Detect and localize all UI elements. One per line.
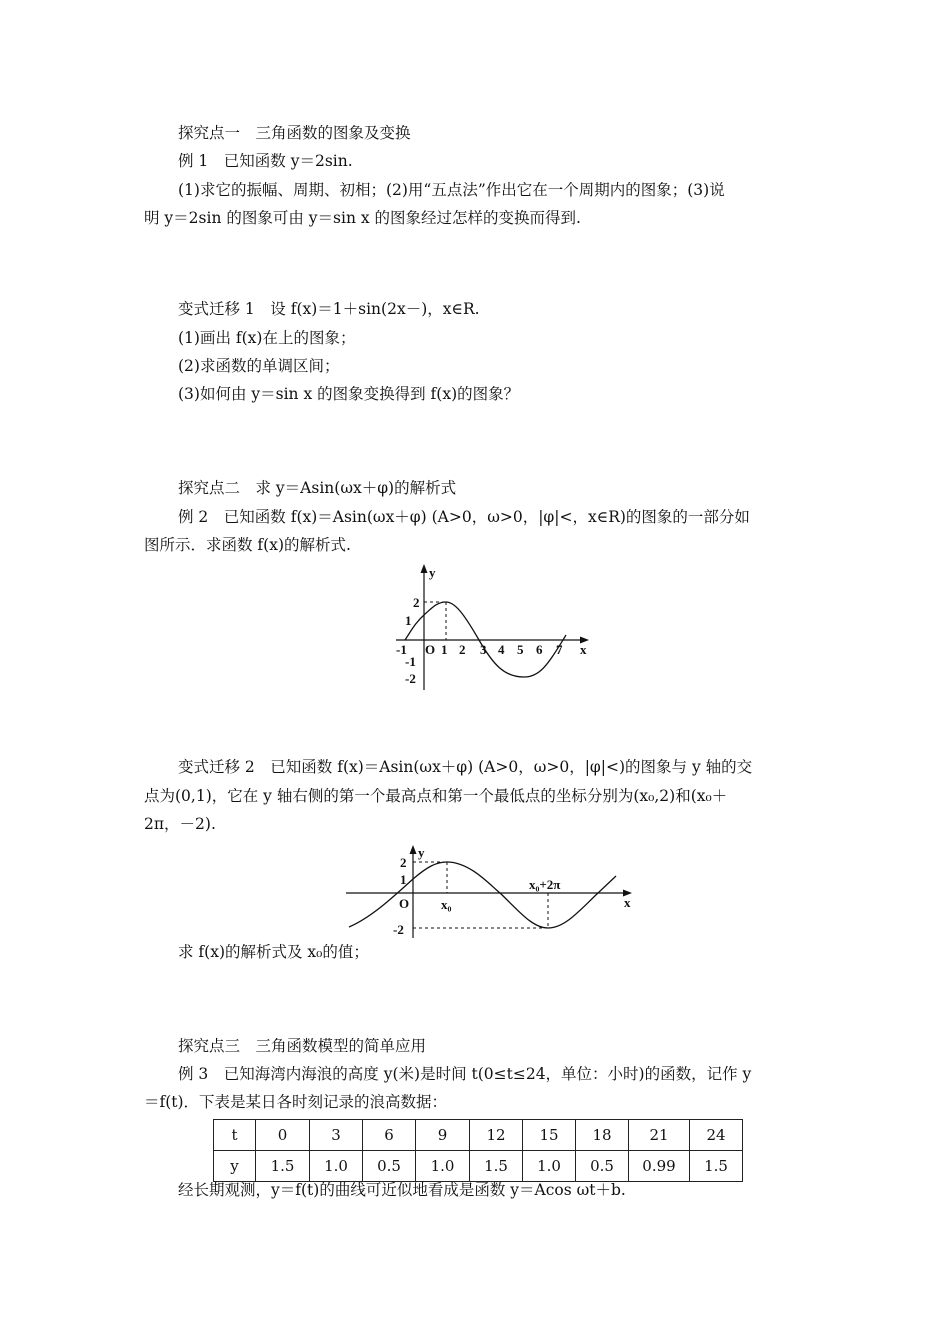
figure-1-x-tick: 7 [556,642,563,657]
figure-2-x0-plus-2pi-label: x₀+2π [529,877,561,892]
table-cell: 1.0 [523,1151,576,1182]
figure-1-y-tick: -2 [405,671,416,686]
variant-2-question: 求 f(x)的解析式及 x₀的值； [178,943,369,961]
table-cell: 1.0 [310,1151,363,1182]
example-1-question-line-1: (1)求它的振幅、周期、初相；(2)用“五点法”作出它在一个周期内的图象；(3)说 [178,181,725,199]
example-2-line-1: 例 2 已知函数 f(x)＝Asin(ωx＋φ) (A>0，ω>0，|φ|<，x∈R)的图象的一部分如 [178,508,750,526]
figure-1-y-tick: 1 [405,613,412,628]
table-cell: 3 [310,1120,363,1151]
example-3-line-2: ＝f(t)．下表是某日各时刻记录的浪高数据： [144,1093,448,1111]
figure-2-x-axis-label: x [624,895,631,910]
table-cell: 1.5 [690,1151,743,1182]
figure-1-x-tick: 1 [441,642,448,657]
table-cell: 18 [576,1120,629,1151]
figure-2-y-tick: 1 [400,872,407,887]
example-3-line-1: 例 3 已知海湾内海浪的高度 y(米)是时间 t(0≤t≤24，单位：小时)的函数，记作 y [178,1065,752,1083]
figure-2-y-axis-label: y [418,845,425,860]
table-cell: 0.5 [576,1151,629,1182]
section-heading-3: 探究点三 三角函数模型的简单应用 [178,1037,427,1055]
table-cell: 24 [690,1120,743,1151]
variant-1-question-3: (3)如何由 y＝sin x 的图象变换得到 f(x)的图象？ [178,385,520,403]
table-cell: 0.99 [629,1151,690,1182]
figure-1-y-tick: -1 [405,654,416,669]
table-cell: 15 [523,1120,576,1151]
example-2-line-2: 图所示．求函数 f(x)的解析式. [144,536,351,554]
table-cell: 21 [629,1120,690,1151]
table-cell: 6 [363,1120,416,1151]
section-heading-1: 探究点一 三角函数的图象及变换 [178,124,411,142]
table-row [214,1120,743,1151]
example-3-conclusion: 经长期观测，y＝f(t)的曲线可近似地看成是函数 y＝Acos ωt＋b. [178,1181,626,1199]
figure-1-y-axis-label: y [429,565,436,580]
variant-1-question-2: (2)求函数的单调区间； [178,357,340,375]
variant-1-question-1: (1)画出 f(x)在上的图象； [178,329,356,347]
table-cell: 9 [416,1120,470,1151]
figure-2-y-tick: 2 [400,855,407,870]
figure-1-x-tick: 2 [459,642,466,657]
figure-1-x-axis-label: x [580,642,587,657]
table-cell: 0 [256,1120,310,1151]
table-row [214,1151,743,1182]
table-cell: 0.5 [363,1151,416,1182]
figure-2-sine-graph [340,840,640,940]
variant-2-line-2: 点为(0,1)，它在 y 轴右侧的第一个最高点和第一个最低点的坐标分别为(x₀,2)和(x₀＋ [144,787,728,805]
variant-2-line-3: 2π，－2). [144,815,216,833]
variant-1-statement: 变式迁移 1 设 f(x)＝1＋sin(2x－)，x∈R. [178,300,480,318]
figure-2-x0-label: x₀ [441,897,452,912]
figure-1-x-tick: 5 [517,642,524,657]
figure-1-sine-graph [392,560,592,692]
variant-2-line-1: 变式迁移 2 已知函数 f(x)＝Asin(ωx＋φ) (A>0，ω>0，|φ|<)的图象与 y 轴的交 [178,758,753,776]
figure-2-y-tick: -2 [393,922,404,937]
table-cell: 1.5 [470,1151,523,1182]
figure-1-y-tick: 2 [413,595,420,610]
figure-2-origin-label: O [399,896,410,911]
figure-1-x-tick: -1 [396,642,407,657]
example-1-question-line-2: 明 y＝2sin 的图象可由 y＝sin x 的图象经过怎样的变换而得到. [144,209,581,227]
table-header-cell: t [214,1120,256,1151]
figure-1-x-tick: 6 [536,642,543,657]
figure-1-x-tick: 4 [498,642,505,657]
example-1-statement: 例 1 已知函数 y＝2sin. [178,152,353,170]
wave-height-table [213,1119,743,1182]
table-cell: 12 [470,1120,523,1151]
table-cell: 1.0 [416,1151,470,1182]
figure-1-x-tick: 3 [480,642,487,657]
section-heading-2: 探究点二 求 y＝Asin(ωx＋φ)的解析式 [178,479,457,497]
table-cell: 1.5 [256,1151,310,1182]
figure-1-origin-label: O [425,642,436,657]
table-header-cell: y [214,1151,256,1182]
